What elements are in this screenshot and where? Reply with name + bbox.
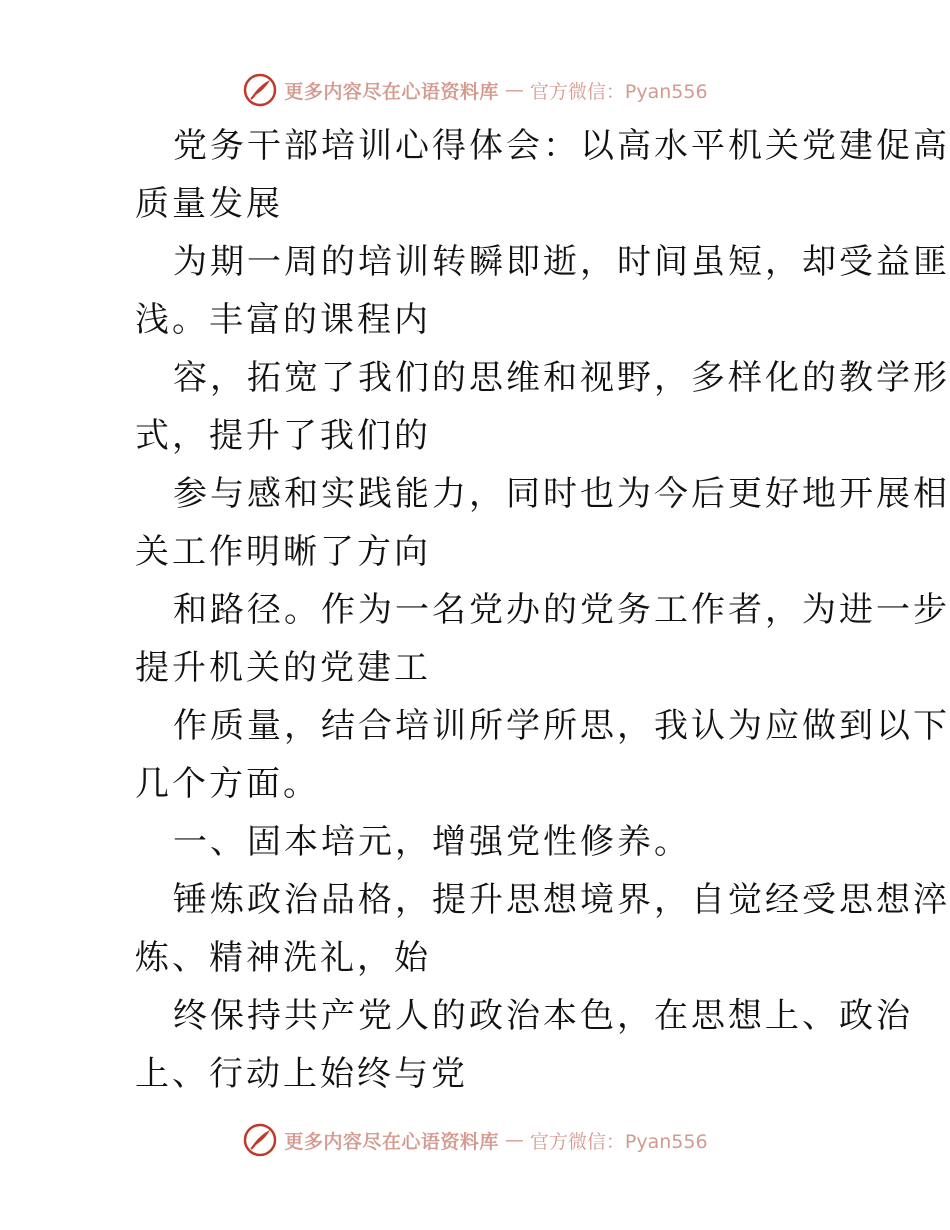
footer-site-text: 更多内容尽在心语资料库 [284, 1130, 499, 1153]
text-line: 为期一周的培训转瞬即逝，时间虽短，却受益匪 [173, 242, 950, 282]
paragraph [97, 987, 913, 1103]
text-line: 终保持共产党人的政治本色，在思想上、政治 [173, 996, 913, 1036]
text-line: 锤炼政治品格，提升思想境界，自觉经受思想淬 [173, 880, 950, 920]
paragraph [97, 465, 950, 581]
text-line: 质量发展 [135, 184, 283, 224]
paragraph-title [97, 117, 950, 233]
text-line: 提升机关的党建工 [135, 648, 431, 688]
footer-separator: — [504, 1129, 524, 1151]
header-wechat-text: 官方微信：Pyan556 [529, 80, 708, 103]
text-line: 上、行动上始终与党 [135, 1054, 468, 1094]
paragraph [97, 349, 950, 465]
text-line: 容，拓宽了我们的思维和视野，多样化的教学形 [173, 358, 950, 398]
paragraph [97, 581, 950, 697]
text-line: 党务干部培训心得体会：以高水平机关党建促高 [173, 126, 950, 166]
text-line: 炼、精神洗礼，始 [135, 938, 431, 978]
text-line: 几个方面。 [135, 764, 320, 804]
document-body [97, 117, 950, 1103]
text-line: 浅。丰富的课程内 [135, 300, 431, 340]
header-banner [0, 68, 950, 112]
text-line: 一、固本培元，增强党性修养。 [173, 822, 691, 862]
paragraph [97, 233, 950, 349]
text-line: 式，提升了我们的 [135, 416, 431, 456]
text-line: 作质量，结合培训所学所思，我认为应做到以下 [173, 706, 950, 746]
feather-pen-icon [242, 1122, 278, 1158]
header-separator: — [504, 79, 524, 101]
section-heading [97, 813, 857, 871]
text-line: 关工作明晰了方向 [135, 532, 431, 572]
footer-wechat-text: 官方微信：Pyan556 [529, 1130, 708, 1153]
text-line: 参与感和实践能力，同时也为今后更好地开展相 [173, 474, 950, 514]
paragraph [97, 871, 950, 987]
paragraph [97, 697, 950, 813]
header-site-text: 更多内容尽在心语资料库 [284, 80, 499, 103]
feather-pen-icon [242, 72, 278, 108]
footer-banner [0, 1118, 950, 1162]
text-line: 和路径。作为一名党办的党务工作者，为进一步 [173, 590, 950, 630]
